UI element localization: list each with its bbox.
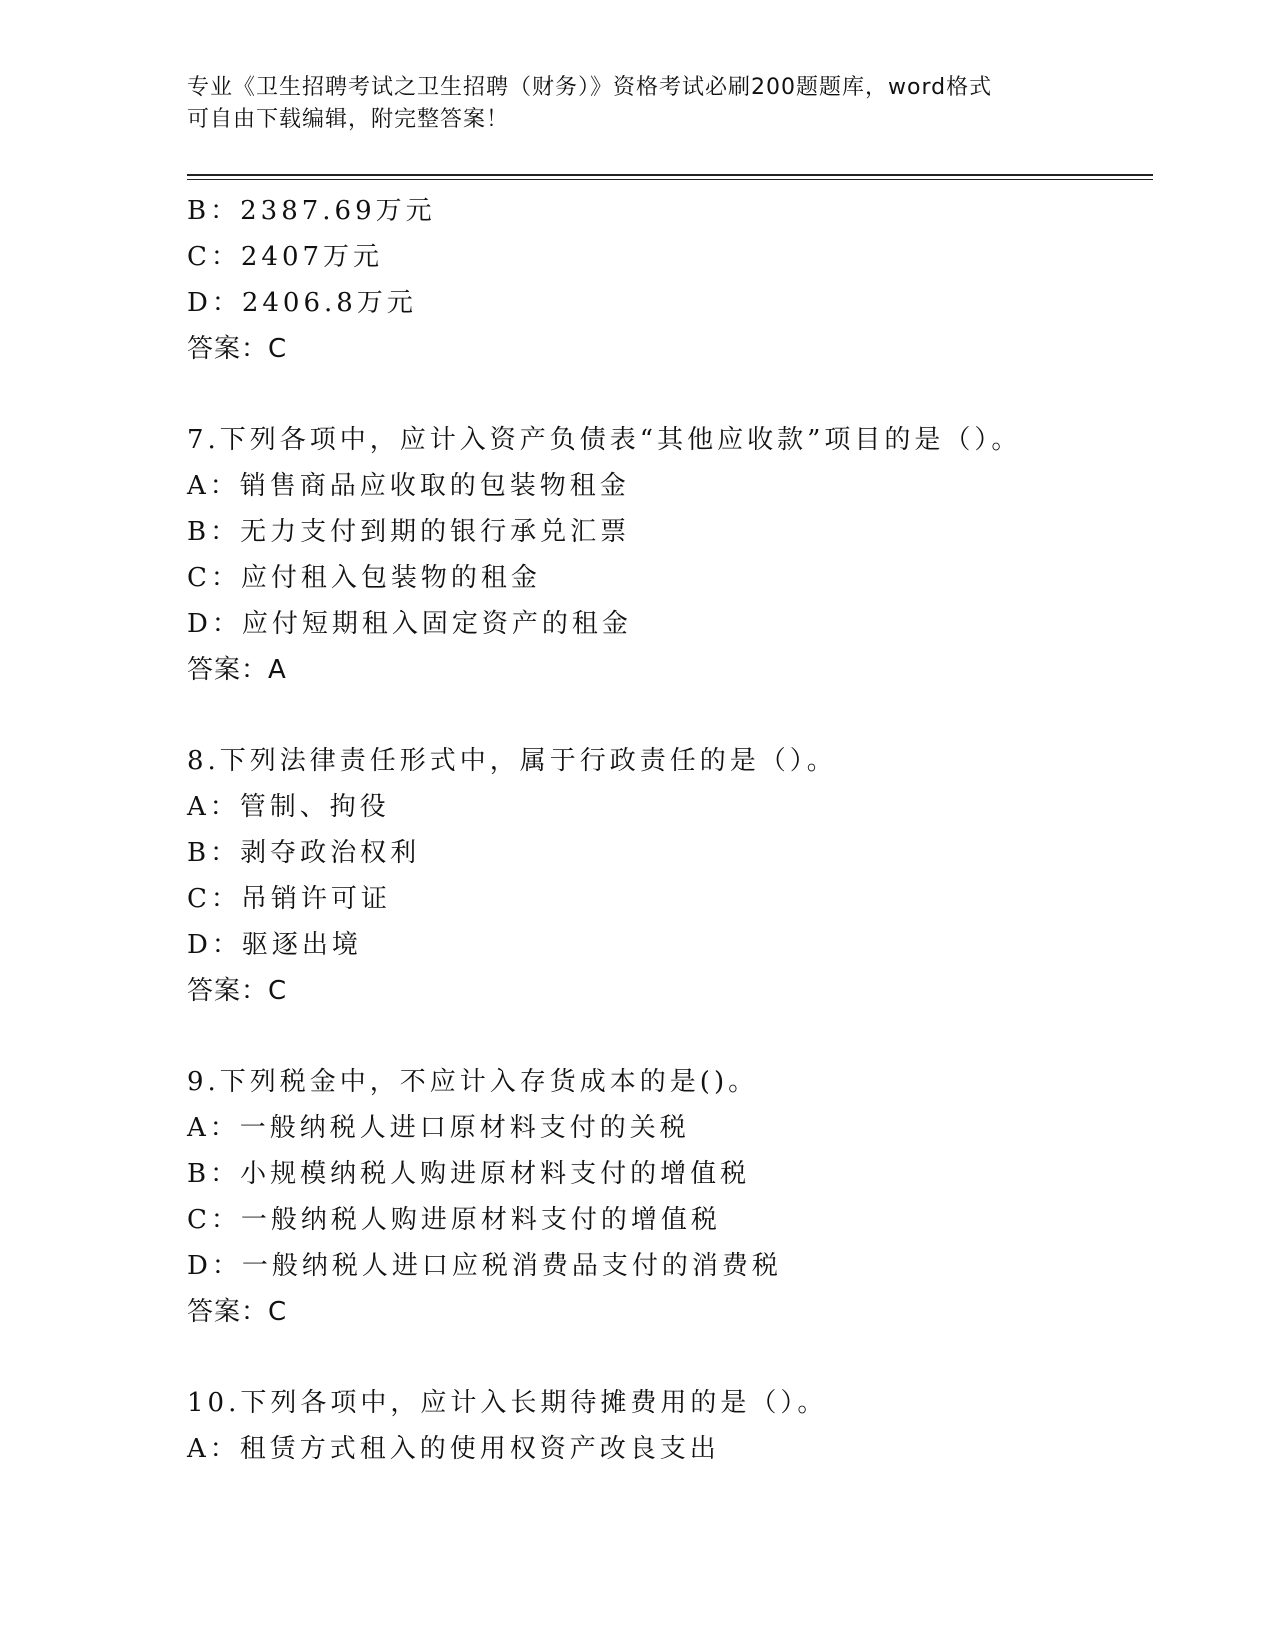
option-b: B：剥夺政治权利 (187, 838, 421, 868)
question-9 (187, 1059, 1147, 1335)
document-header (187, 72, 1067, 136)
question-10 (187, 1380, 1147, 1472)
option-c: C：应付租入包装物的租金 (187, 563, 541, 593)
option-d: D：一般纳税人进口应税消费品支付的消费税 (187, 1251, 782, 1281)
answer-line: 答案：C (187, 334, 288, 364)
question-7 (187, 417, 1147, 693)
question-list (187, 188, 1147, 1472)
spacer (187, 693, 1147, 738)
option-c: C：2407万元 (187, 242, 384, 272)
header-title-line-1: 专业《卫生招聘考试之卫生招聘（财务）》资格考试必刷200题题库，word格式 (187, 75, 993, 100)
answer-line: 答案：C (187, 1297, 288, 1327)
option-d: D：2406.8万元 (187, 288, 417, 318)
option-a: A：销售商品应收取的包装物租金 (187, 471, 630, 501)
option-b: B：小规模纳税人购进原材料支付的增值税 (187, 1159, 751, 1189)
option-a: A：管制、拘役 (187, 792, 390, 822)
question-6-continued (187, 188, 1147, 372)
question-stem: 7.下列各项中，应计入资产负债表“其他应收款”项目的是（）。 (187, 425, 1022, 455)
header-title-line-2: 可自由下载编辑，附完整答案！ (187, 107, 510, 132)
spacer (187, 1335, 1147, 1380)
question-stem: 9.下列税金中，不应计入存货成本的是()。 (187, 1067, 759, 1097)
answer-line: 答案：C (187, 976, 288, 1006)
option-a: A：租赁方式租入的使用权资产改良支出 (187, 1434, 720, 1464)
header-divider (187, 174, 1153, 180)
option-c: C：吊销许可证 (187, 884, 391, 914)
spacer (187, 372, 1147, 417)
question-8 (187, 738, 1147, 1014)
option-b: B：2387.69万元 (187, 196, 436, 226)
option-c: C：一般纳税人购进原材料支付的增值税 (187, 1205, 721, 1235)
spacer (187, 1014, 1147, 1059)
question-stem: 10.下列各项中，应计入长期待摊费用的是（）。 (187, 1388, 828, 1418)
option-d: D：驱逐出境 (187, 930, 362, 960)
option-b: B：无力支付到期的银行承兑汇票 (187, 517, 631, 547)
option-d: D：应付短期租入固定资产的租金 (187, 609, 632, 639)
option-a: A：一般纳税人进口原材料支付的关税 (187, 1113, 690, 1143)
answer-line: 答案：A (187, 655, 287, 685)
question-stem: 8.下列法律责任形式中，属于行政责任的是（）。 (187, 746, 837, 776)
